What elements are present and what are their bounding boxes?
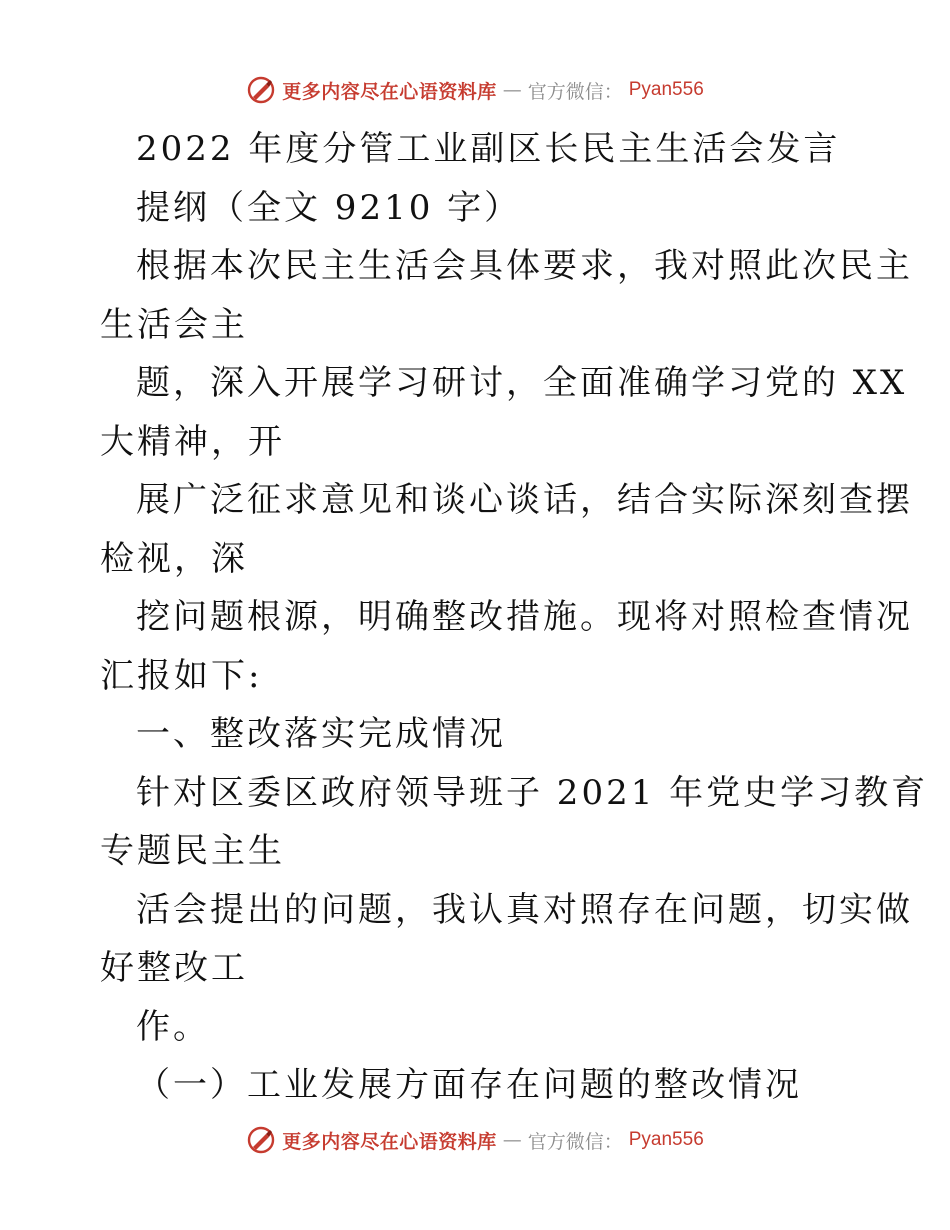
footer-watermark <box>0 1120 950 1160</box>
title-line-1: 2022 年度分管工业副区长民主生活会发言 <box>136 129 841 169</box>
paragraph-line: 汇报如下: <box>100 655 263 696</box>
document-body <box>100 120 929 1115</box>
paragraph-line: 题，深入开展学习研讨，全面准确学习党的 XX <box>136 363 908 403</box>
paragraph-line: 展广泛征求意见和谈心谈话，结合实际深刻查摆 <box>136 480 913 520</box>
title-line-2: 提纲（全文 9210 字） <box>136 187 522 228</box>
watermark-separator: — <box>502 79 522 101</box>
watermark-wechat-id: Pyan556 <box>628 1129 704 1150</box>
paragraph-line: 根据本次民主生活会具体要求，我对照此次民主 <box>136 246 913 286</box>
watermark-official-label: 官方微信： <box>527 80 623 103</box>
watermark-wechat-id: Pyan556 <box>628 79 704 100</box>
paragraph-line: 作。 <box>136 1006 210 1047</box>
paragraph-line: 生活会主 <box>100 304 248 345</box>
paragraph-line: 活会提出的问题，我认真对照存在问题，切实做 <box>136 889 913 930</box>
watermark-official-label: 官方微信： <box>527 1130 623 1153</box>
paragraph-line: 挖问题根源，明确整改措施。现将对照检查情况 <box>136 597 913 637</box>
watermark-text: 更多内容尽在心语资料库 <box>282 1130 497 1153</box>
paragraph-line: 好整改工 <box>100 948 248 988</box>
header-watermark <box>0 70 950 110</box>
watermark-separator: — <box>502 1129 522 1151</box>
paragraph-line: 检视，深 <box>100 538 248 579</box>
section-heading: 一、整改落实完成情况 <box>136 714 506 754</box>
paragraph-line: 针对区委区政府领导班子 2021 年党史学习教育 <box>136 772 929 813</box>
paragraph-line: 大精神，开 <box>100 421 285 462</box>
quill-pen-circle-icon <box>246 1125 276 1155</box>
paragraph-line: 专题民主生 <box>100 831 285 871</box>
quill-pen-circle-icon <box>246 75 276 105</box>
watermark-text: 更多内容尽在心语资料库 <box>282 80 497 103</box>
subsection-heading: （一）工业发展方面存在问题的整改情况 <box>136 1065 802 1105</box>
